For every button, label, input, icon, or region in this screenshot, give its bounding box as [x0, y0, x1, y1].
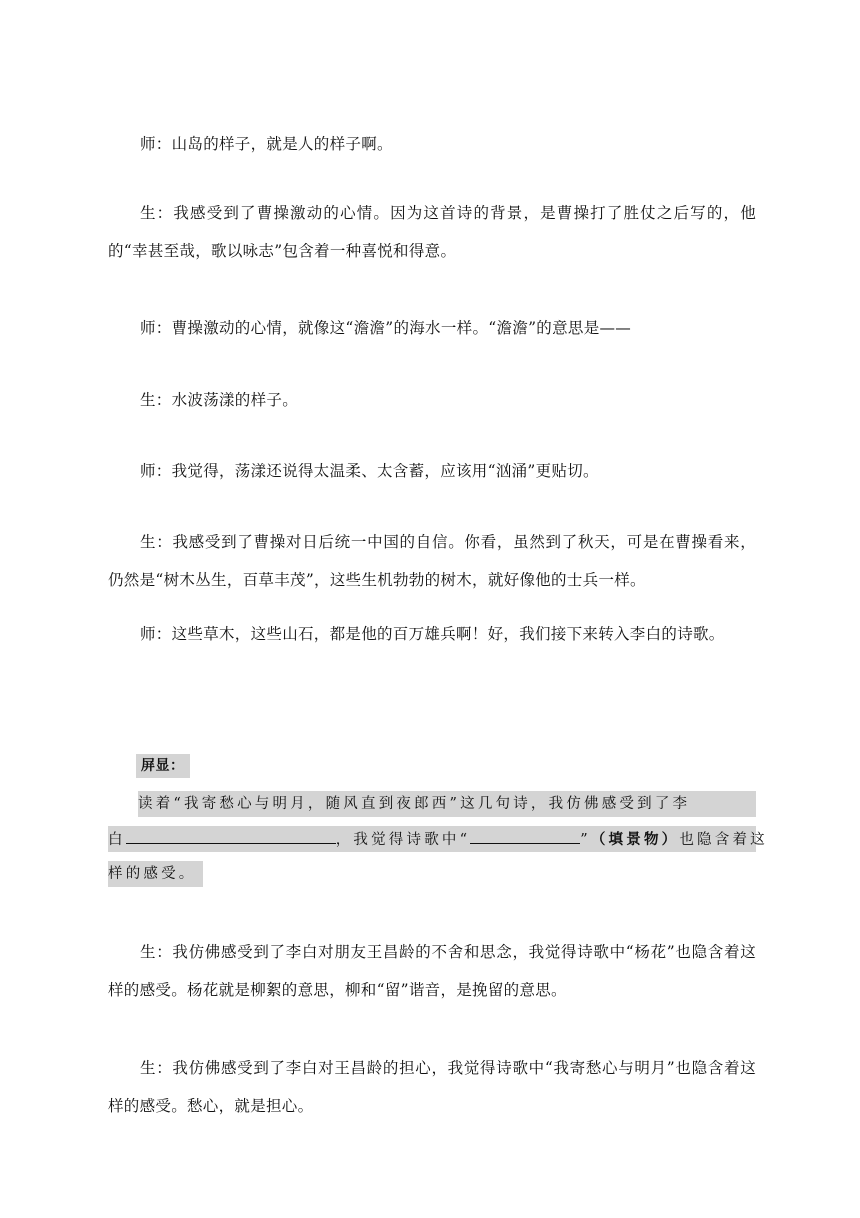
paragraph-teacher-1: 师：山岛的样子，就是人的样子啊。	[140, 135, 393, 153]
fill-hint-scenery: （填景物）	[590, 831, 680, 848]
paragraph-student-4: 生：我仿佛感受到了李白对朋友王昌龄的不舍和思念，我觉得诗歌中“杨花”也隐含着这样的感受。杨花就是柳絮的意思，柳和“留”谐音，是挽留的意思。	[108, 943, 756, 999]
paragraph-teacher-3: 师：我觉得，荡漾还说得太温柔、太含蓄，应该用“汹涌”更贴切。	[140, 462, 599, 480]
screen-line-3-text: 样的感受。	[108, 866, 197, 882]
paragraph-student-5: 生：我仿佛感受到了李白对王昌龄的担心，我觉得诗歌中“我寄愁心与明月”也隐含着这样的感受。愁心，就是担心。	[108, 1059, 756, 1115]
fill-blank-feeling	[126, 826, 336, 844]
fill-blank-scenery	[470, 826, 580, 844]
screen-line-2-quote-end: ”	[580, 832, 591, 848]
screen-display-label: 屏显：	[136, 754, 190, 778]
screen-line-2	[108, 826, 768, 852]
screen-line-1	[138, 791, 756, 817]
paragraph-student-3: 生：我感受到了曹操对日后统一中国的自信。你看，虽然到了秋天，可是在曹操看来，仍然是“树木丛生，百草丰茂”，这些生机勃勃的树木，就好像他的士兵一样。	[108, 533, 756, 589]
screen-line-3	[108, 861, 203, 887]
paragraph-teacher-4: 师：这些草木，这些山石，都是他的百万雄兵啊！好，我们接下来转入李白的诗歌。	[140, 625, 725, 643]
paragraph-student-1: 生：我感受到了曹操激动的心情。因为这首诗的背景，是曹操打了胜仗之后写的，他的“幸甚至哉，歌以咏志”包含着一种喜悦和得意。	[108, 204, 756, 260]
screen-line-2-end: 也隐含着这	[679, 832, 768, 848]
screen-display-box	[108, 791, 768, 896]
paragraph-student-2: 生：水波荡漾的样子。	[140, 391, 299, 409]
screen-line-1-text: 读着“我寄愁心与明月，随风直到夜郎西”这几句诗，我仿佛感受到了李	[138, 796, 691, 812]
screen-line-2-mid: ，我觉得诗歌中“	[335, 832, 471, 848]
paragraph-teacher-2: 师：曹操激动的心情，就像这“澹澹”的海水一样。“澹澹”的意思是——	[140, 319, 632, 337]
screen-line-2-start: 白	[108, 832, 126, 848]
